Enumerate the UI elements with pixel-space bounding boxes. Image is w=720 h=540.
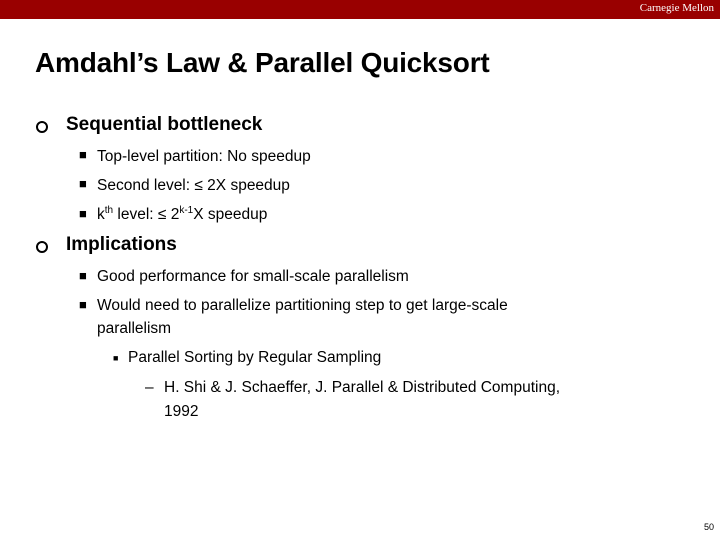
brand-label: Carnegie Mellon (639, 2, 714, 14)
square-bullet-icon: ■ (79, 176, 87, 191)
dash-bullet-icon: – (145, 379, 154, 396)
ring-bullet-icon (36, 121, 48, 133)
ring-bullet-icon (36, 241, 48, 253)
list-item: Good performance for small-scale parallelism (97, 268, 409, 285)
section-heading-bottleneck: Sequential bottleneck (66, 114, 263, 135)
slide-title: Amdahl’s Law & Parallel Quicksort (35, 47, 490, 78)
list-item: $k^{th}$ level: ≤ $2^{k-1}X$ speedup (97, 204, 268, 223)
list-item: Would need to parallelize partitioning step to get large-scale (97, 297, 508, 314)
list-item-continuation: parallelism (97, 320, 172, 337)
reference-item: H. Shi & J. Schaeffer, J. Parallel & Distributed Computing, (164, 379, 561, 396)
square-bullet-icon: ■ (79, 297, 87, 312)
page-number: 50 (703, 522, 714, 532)
reference-continuation: 1992 (164, 403, 199, 420)
header-bar (0, 0, 720, 19)
square-bullet-icon: ■ (79, 147, 87, 162)
list-item: Top-level partition: No speedup (97, 148, 311, 165)
list-item: Second level: ≤ 2X speedup (97, 177, 290, 194)
section-heading-implications: Implications (66, 234, 177, 255)
sub-list-item: Parallel Sorting by Regular Sampling (128, 349, 382, 366)
square-bullet-icon: ■ (79, 206, 87, 221)
square-bullet-icon: ■ (79, 268, 87, 283)
square-bullet-icon: ■ (113, 353, 119, 363)
